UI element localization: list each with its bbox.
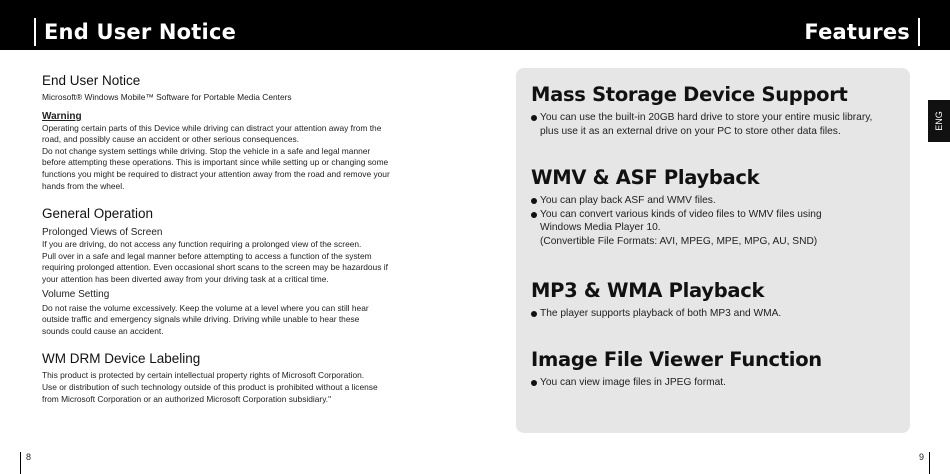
feature-bullet (531, 208, 901, 249)
drm-text (42, 370, 407, 405)
feature-image-viewer (531, 348, 901, 390)
right-page-marker (929, 452, 930, 474)
page-number-right: 9 (918, 452, 924, 462)
text-line: Do not change system settings while driving. Stop the vehicle in a safe and legal manner (42, 145, 371, 156)
left-page (42, 72, 407, 405)
right-header-title: Features (804, 20, 910, 44)
volume-setting-heading: Volume Setting (42, 288, 110, 300)
text-line: sounds could cause an accident. (42, 325, 164, 336)
text-line: functions you might be required to distract your attention away from the road and remove your (42, 168, 390, 179)
text-line: The player supports playback of both MP3 and WMA. (540, 308, 782, 319)
text-line: outside traffic and emergency signals while driving. Driving while unable to hear these (42, 314, 360, 325)
text-line: Windows Media Player 10. (540, 222, 661, 234)
text-line: You can convert various kinds of video files to WMV files using (540, 208, 822, 220)
text-line: road, and possibly cause an accident or other serious consequences. (42, 134, 299, 145)
text-line: You can use the built-in 20GB hard drive to store your entire music library, (540, 112, 873, 123)
language-tab-label: ENG (934, 111, 944, 131)
feature-title: MP3 & WMA Playback (531, 279, 765, 302)
left-page-marker (20, 452, 21, 474)
prolonged-views-text (42, 239, 407, 285)
text-line: hands from the wheel. (42, 180, 125, 191)
text-line: This product is protected by certain intellectual property rights of Microsoft Corporation. (42, 370, 365, 381)
text-line: Pull over in a safe and legal manner before attempting to access a function of the system (42, 250, 372, 261)
text-line: your attention has been diverted away from your driving task at a critical time. (42, 273, 329, 284)
notice-subtitle: Microsoft® Windows Mobile™ Software for Portable Media Centers (42, 92, 292, 102)
text-line: You can play back ASF and WMV files. (540, 195, 716, 206)
page-number-left: 8 (26, 452, 32, 462)
notice-title: End User Notice (42, 73, 141, 88)
text-line: requiring prolonged attention. Even occasional short scans to the screen may be hazardous if (42, 262, 388, 273)
feature-title: WMV & ASF Playback (531, 166, 760, 189)
feature-title: Mass Storage Device Support (531, 83, 848, 106)
general-operation-title: General Operation (42, 206, 154, 222)
volume-setting-text (42, 303, 407, 338)
text-line: If you are driving, do not access any function requiring a prolonged view of the screen. (42, 239, 362, 250)
feature-mass-storage (531, 83, 901, 138)
warning-text (42, 123, 407, 193)
left-header-title: End User Notice (44, 20, 237, 44)
text-line: from Microsoft Corporation or an authorized Microsoft Corporation subsidiary." (42, 393, 332, 404)
feature-wmv-asf (531, 166, 901, 248)
text-line: before attempting these operations. This is important since while setting up or changing some (42, 157, 389, 168)
language-tab (928, 100, 950, 142)
warning-heading: Warning (42, 110, 82, 122)
text-line: (Convertible File Formats: AVI, MPEG, MPE, MPG, AU, SND) (540, 235, 818, 247)
feature-bullet (531, 111, 901, 138)
text-line: plus use it as an external drive on your PC to store other data files. (540, 125, 841, 137)
feature-bullet (531, 307, 901, 321)
text-line: Do not raise the volume excessively. Keep the volume at a level where you can still hear (42, 302, 369, 313)
left-header (34, 18, 236, 46)
feature-bullet (531, 194, 901, 208)
text-line: You can view image files in JPEG format. (540, 377, 726, 388)
right-header (804, 18, 920, 46)
header-bar (0, 0, 950, 50)
feature-mp3-wma (531, 279, 901, 321)
feature-bullet (531, 376, 901, 390)
feature-title: Image File Viewer Function (531, 348, 822, 371)
text-line: Use or distribution of such technology outside of this product is prohibited without a license (42, 381, 378, 392)
text-line: Operating certain parts of this Device while driving can distract your attention away from the (42, 122, 382, 133)
drm-title: WM DRM Device Labeling (42, 351, 201, 367)
prolonged-views-heading: Prolonged Views of Screen (42, 227, 163, 239)
